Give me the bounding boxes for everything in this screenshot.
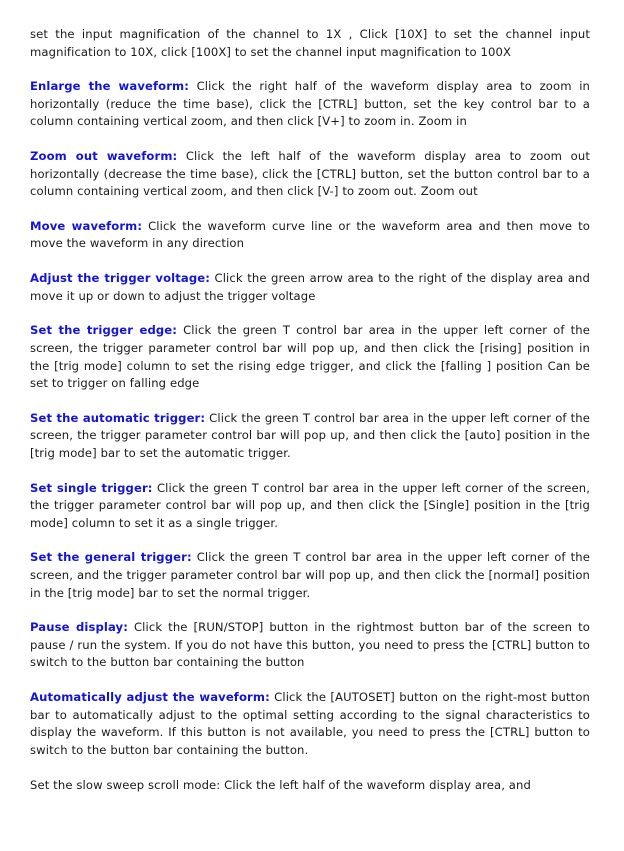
paragraph-lead: Pause display: <box>30 620 128 635</box>
paragraph-text: Click the [AUTOSET] button on the right-most button bar to automatically adjust to the optimal setting according to the signal characteristics to display the waveform. If this button is not available, you need to press the [CTRL] button to switch to the button bar containing the button. <box>30 690 590 757</box>
paragraph <box>30 777 590 795</box>
paragraph-text: Click the green T control bar area in the upper left corner of the screen, the trigger parameter control bar will pop up, and then click the [rising] position in the [trig mode] column to set the rising edge trigger, and click the [falling ] position Can be set to trigger on falling edge <box>30 323 590 391</box>
paragraph <box>30 619 590 672</box>
paragraph-text: Click the waveform curve line or the waveform area and then move to move the waveform in any direction <box>30 218 590 251</box>
paragraph <box>30 218 590 253</box>
paragraph <box>30 148 590 201</box>
paragraph <box>30 549 590 602</box>
paragraph-lead: Automatically adjust the waveform: <box>30 690 270 705</box>
paragraph <box>30 480 590 533</box>
paragraph <box>30 270 590 305</box>
paragraph-lead: Set the trigger edge: <box>30 323 178 338</box>
paragraph-lead: Adjust the trigger voltage: <box>30 271 210 286</box>
paragraph-text: Click the green T control bar area in the upper left corner of the screen, the trigger parameter control bar will pop up, and then click the [auto] position in the [trig mode] bar to set the automatic trigger. <box>30 410 590 460</box>
paragraph <box>30 26 590 61</box>
paragraph-lead: Set single trigger: <box>30 480 153 495</box>
paragraph-text: Set the slow sweep scroll mode: Click the left half of the waveform display area, and <box>30 777 531 792</box>
paragraph <box>30 410 590 463</box>
paragraph-lead: Set the automatic trigger: <box>30 410 206 425</box>
paragraph-text: Click the left half of the waveform display area to zoom out horizontally (decrease the time base), click the [CTRL] button, set the button control bar to a column containing vertical zoom, and then click [V-] to zoom out. Zoom out <box>30 149 590 199</box>
paragraph <box>30 322 590 392</box>
paragraph-text: set the input magnification of the channel to 1X , Click [10X] to set the channel input magnification to 10X, click [100X] to set the channel input magnification to 100X <box>30 27 590 59</box>
paragraph-lead: Enlarge the waveform: <box>30 79 189 94</box>
paragraph-text: Click the green arrow area to the right of the display area and move it up or down to adjust the trigger voltage <box>30 271 590 303</box>
paragraph <box>30 689 590 759</box>
paragraph-lead: Zoom out waveform: <box>30 149 178 164</box>
paragraph <box>30 78 590 131</box>
paragraph-text: Click the right half of the waveform display area to zoom in horizontally (reduce the time base), click the [CTRL] button, set the key control bar to a column containing vertical zoom, and then click [V+] to zoom in. Zoom in <box>30 79 590 129</box>
paragraph-text: Click the green T control bar area in the upper left corner of the screen, and the trigger parameter control bar will pop up, and then click the [normal] position in the [trig mode] bar to set the normal trigger. <box>30 550 590 600</box>
paragraph-text: Click the green T control bar area in the upper left corner of the screen, the trigger parameter control bar will pop up, and then click the [Single] position in the [trig mode] column to set it as a single trigger. <box>30 480 590 530</box>
paragraph-lead: Move waveform: <box>30 218 143 233</box>
paragraph-text: Click the [RUN/STOP] button in the rightmost button bar of the screen to pause / run the system. If you do not have this button, you need to press the [CTRL] button to switch to the button bar containing the button <box>30 620 591 670</box>
paragraph-lead: Set the general trigger: <box>30 550 192 565</box>
